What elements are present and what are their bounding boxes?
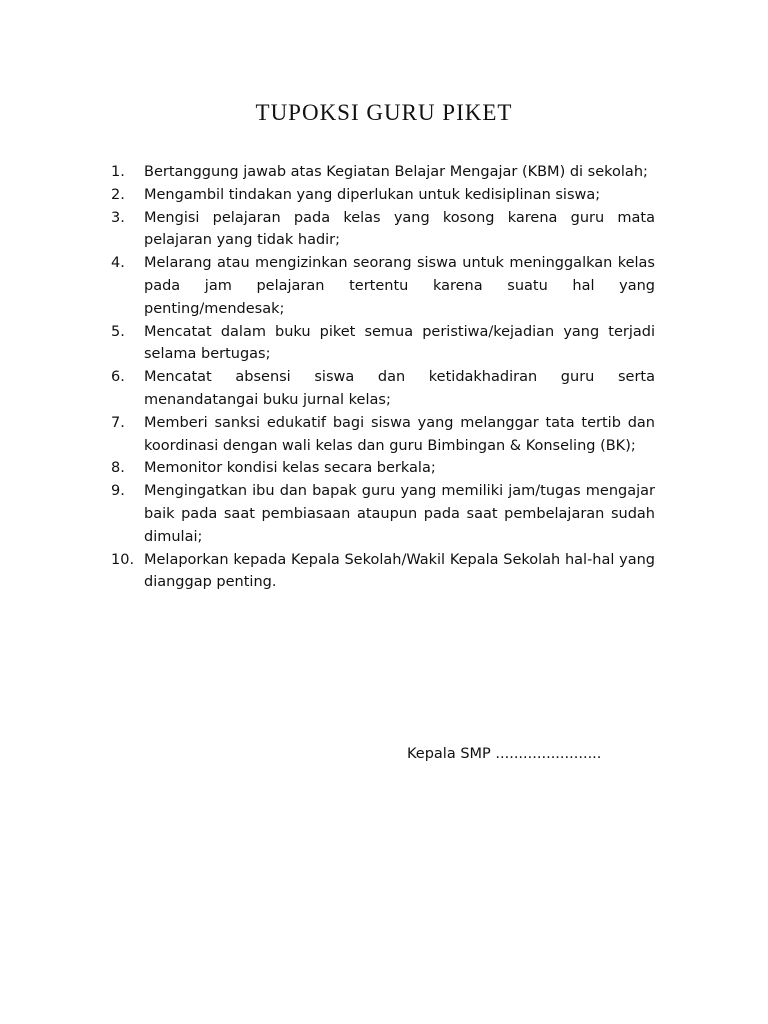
list-item: [111, 161, 655, 184]
list-item-number: 8.: [111, 460, 125, 477]
list-item: [111, 480, 655, 548]
list-item-number: 7.: [111, 414, 125, 431]
list-item: [111, 457, 655, 480]
list-item: [111, 184, 655, 207]
list-item-number: 9.: [111, 483, 125, 500]
list-item-text: Melarang atau mengizinkan seorang siswa untuk meninggalkan kelas pada jam pelajaran tertentu karena suatu hal yang penting/mendesak;: [144, 255, 655, 317]
signature-line: Kepala SMP .......................: [407, 746, 602, 762]
list-item: [111, 207, 655, 253]
list-item: [111, 549, 655, 595]
list-item-text: Mengingatkan ibu dan bapak guru yang memiliki jam/tugas mengajar baik pada saat pembiasaan ataupun pada saat pembelajaran sudah dimulai;: [144, 483, 655, 545]
list-item: [111, 412, 655, 458]
document-title: TUPOKSI GURU PIKET: [255, 100, 513, 125]
list-item: [111, 321, 655, 367]
list-item-text: Bertanggung jawab atas Kegiatan Belajar Mengajar (KBM) di sekolah;: [144, 164, 648, 180]
duty-list: [111, 161, 655, 594]
list-item-number: 10.: [111, 551, 135, 568]
list-item-text: Memberi sanksi edukatif bagi siswa yang melanggar tata tertib dan koordinasi dengan wali kelas dan guru Bimbingan & Konseling (BK);: [144, 414, 655, 454]
list-item-number: 3.: [111, 209, 125, 226]
list-item-text: Mencatat absensi siswa dan ketidakhadiran guru serta menandatangai buku jurnal kelas;: [144, 369, 655, 408]
list-item-number: 1.: [111, 164, 125, 180]
list-item: [111, 252, 655, 320]
list-item-text: Mencatat dalam buku piket semua peristiwa/kejadian yang terjadi selama bertugas;: [144, 323, 655, 363]
list-item-number: 4.: [111, 255, 125, 272]
list-item: [111, 366, 655, 412]
list-item-number: 2.: [111, 186, 125, 203]
list-item-text: Melaporkan kepada Kepala Sekolah/Wakil Kepala Sekolah hal-hal yang dianggap penting.: [144, 551, 655, 591]
list-item-text: Mengambil tindakan yang diperlukan untuk kedisiplinan siswa;: [144, 186, 601, 203]
list-item-number: 5.: [111, 323, 125, 340]
list-item-number: 6.: [111, 369, 125, 386]
list-item-text: Memonitor kondisi kelas secara berkala;: [144, 460, 436, 477]
list-item-text: Mengisi pelajaran pada kelas yang kosong karena guru mata pelajaran yang tidak hadir;: [144, 209, 655, 249]
